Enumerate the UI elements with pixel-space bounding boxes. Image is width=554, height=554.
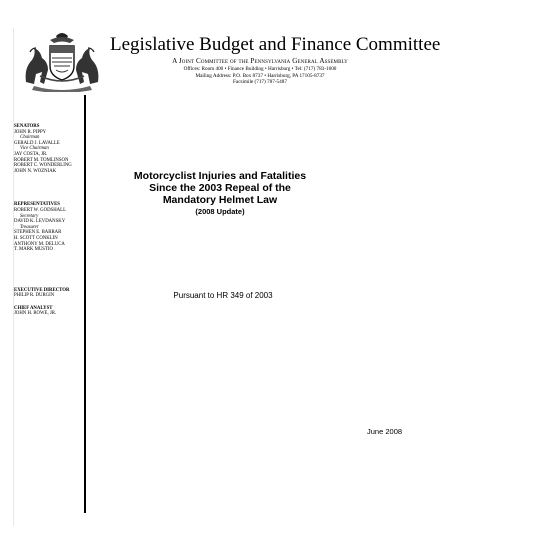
committee-subtitle: A Joint Committee of the Pennsylvania General Assembly xyxy=(172,57,348,65)
facsimile-line: Facsimile (717) 787-5487 xyxy=(233,79,287,86)
member-name: ROBERT C. WONDERLING xyxy=(14,163,72,169)
report-title-line: Motorcyclist Injuries and Fatalities xyxy=(133,170,307,182)
member-name: T. MARK MUSTIO xyxy=(14,247,53,253)
sidebar-divider xyxy=(84,95,86,513)
report-update-label: (2008 Update) xyxy=(195,207,245,216)
report-date: June 2008 xyxy=(367,427,403,436)
chief-analyst-name: JOHN H. ROWE, JR. xyxy=(14,311,57,317)
member-name: STEPHEN E. BARRAR xyxy=(14,230,62,236)
sidebar-members xyxy=(14,124,82,324)
representatives-heading: REPRESENTATIVES xyxy=(14,202,60,208)
mailing-address-line: Mailing Address: P.O. Box 8737 • Harrisburg, PA 17105-8737 xyxy=(195,72,325,79)
member-name: ROBERT W. GODSHALL xyxy=(14,207,66,213)
member-name: DAVID K. LEVDANSKY xyxy=(14,219,66,225)
committee-title: Legislative Budget and Finance Committee xyxy=(110,34,441,55)
member-role: Treasurer xyxy=(20,224,39,230)
member-name: H. SCOTT CONKLIN xyxy=(14,235,58,241)
member-name: ROBERT M. TOMLINSON xyxy=(14,157,69,163)
report-title xyxy=(110,170,330,217)
member-role: Vice Chairman xyxy=(20,146,49,152)
member-role: Chairman xyxy=(20,135,40,141)
chief-analyst-group xyxy=(14,306,82,317)
member-name: JOHN N. WOZNIAK xyxy=(14,168,57,174)
letterhead xyxy=(110,34,441,86)
offices-line: Offices: Room 400 • Finance Building • Harrisburg • Tel: (717) 783-1600 xyxy=(183,66,337,72)
senators-heading: SENATORS xyxy=(14,124,40,129)
pennsylvania-seal-icon xyxy=(20,30,104,92)
senators-group xyxy=(14,124,82,174)
chief-analyst-heading: CHIEF ANALYST xyxy=(14,305,53,311)
member-role: Secretary xyxy=(20,213,39,219)
representatives-group xyxy=(14,202,82,252)
report-title-line: Since the 2003 Repeal of the xyxy=(149,182,291,194)
executive-director-group xyxy=(14,288,82,299)
report-title-line: Mandatory Helmet Law xyxy=(162,194,278,206)
executive-director-heading: EXECUTIVE DIRECTOR xyxy=(14,287,70,293)
member-name: JAY COSTA, JR. xyxy=(14,151,48,157)
pursuant-statement: Pursuant to HR 349 of 2003 xyxy=(173,291,273,300)
member-name: GERALD J. LAVALLE xyxy=(14,140,60,146)
executive-director-name: PHILIP R. DURGIN xyxy=(14,293,55,299)
member-name: ANTHONY M. DELUCA xyxy=(14,241,65,247)
member-name: JOHN R. PIPPY xyxy=(14,129,47,135)
